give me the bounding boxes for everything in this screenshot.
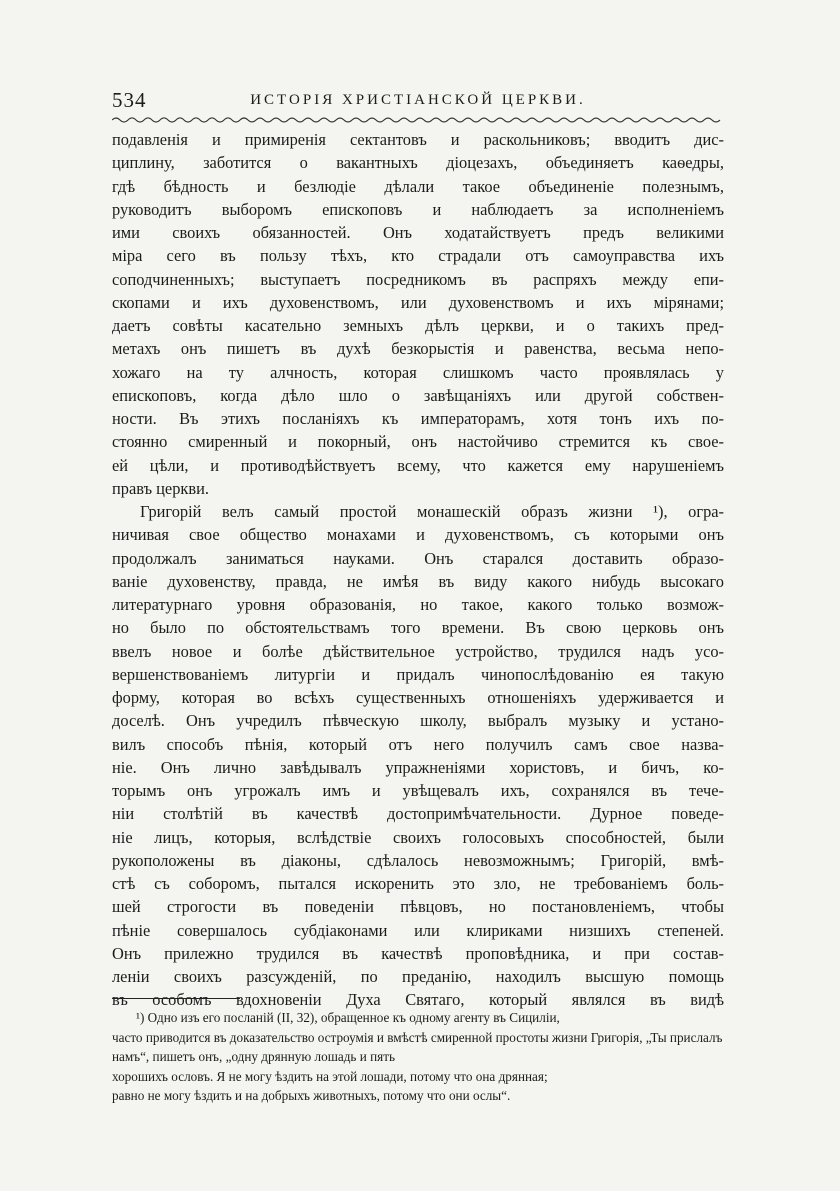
- text-line: метахъ онъ пишетъ въ духѣ безкорыстія и равенства, весьма непо-: [112, 339, 724, 359]
- text-line: ніе. Онъ лично завѣдывалъ упражненіями хористовъ, и бичъ, ко-: [112, 757, 724, 777]
- footnote-line: хорошихъ ословъ. Я не могу ѣздить на этой лошади, потому что она дрянная;: [112, 1068, 548, 1084]
- page-number: 534: [112, 88, 147, 112]
- text-line: ими своихъ обязанностей. Онъ ходатайствуетъ предъ великими: [112, 223, 724, 242]
- footnote-line: ¹) Одно изъ его посланій (II, 32), обращенное къ одному агенту въ Сициліи,: [136, 1010, 560, 1025]
- text-line: ничивая свое общество монахами и духовенствомъ, съ которыми онъ: [112, 525, 724, 545]
- text-line: вершенствованіемъ литургіи и придалъ чинопослѣдованію ея такую: [112, 664, 724, 684]
- text-line: Онъ прилежно трудился въ качествѣ проповѣдника, и при состав-: [112, 943, 724, 963]
- text-line: хожаго на ту алчность, которая слишкомъ часто проявлялась у: [112, 362, 724, 382]
- text-line: циплину, заботится о вакантныхъ діоцезахъ, объединяетъ каѳедры,: [112, 153, 724, 173]
- footnote-line: равно не могу ѣздить и на добрыхъ животныхъ, потому что они ослы“.: [112, 1088, 511, 1103]
- text-line: но было по обстоятельствамъ того времени. Въ свою церковь онъ: [112, 618, 724, 638]
- running-title: ИСТОРІЯ ХРИСТІАНСКОЙ ЦЕРКВИ.: [250, 92, 586, 108]
- text-line: подавленія и примиренія сектантовъ и раскольниковъ; вводитъ дис-: [112, 130, 724, 149]
- main-text: [112, 128, 724, 1012]
- text-line: въ особомъ вдохновеніи Духа Святаго, который являлся въ видѣ: [112, 990, 724, 1010]
- text-line: пѣніе совершалось субдіаконами или клириками низшихъ степеней.: [112, 920, 724, 940]
- text-line: соподчиненныхъ; выступаетъ посредникомъ въ распряхъ между епи-: [112, 269, 724, 289]
- text-line: ей цѣли, и противодѣйствуетъ всему, что кажется ему нарушеніемъ: [112, 455, 724, 475]
- text-line: литературнаго уровня образованія, но такое, какого только возмож-: [112, 595, 724, 614]
- text-line: ности. Въ этихъ посланіяхъ къ императорамъ, хотя тонъ ихъ по-: [112, 409, 724, 428]
- footnote-divider: [112, 998, 240, 999]
- text-line: скопами и ихъ духовенствомъ, или духовенствомъ и ихъ мірянами;: [112, 292, 724, 312]
- text-line: вилъ способъ пѣнія, который отъ него получилъ самъ свое назва-: [112, 734, 724, 754]
- footnote-line: часто приводится въ доказательство остроумія и вмѣстѣ смиренной простоты жизни Григорія, „Ты прислалъ намъ“, пишетъ онъ, „одну дрянную лошадь и пять: [112, 1029, 723, 1064]
- text-line-paragraph-end: правъ церкви.: [112, 478, 209, 498]
- text-line: стоянно смиренный и покорный, онъ настойчиво стремится къ свое-: [112, 432, 724, 452]
- text-line: продолжалъ заниматься науками. Онъ старался доставить образо-: [112, 548, 724, 568]
- text-line: ніе лицъ, которыя, вслѣдствіе своихъ голосовыхъ способностей, были: [112, 827, 724, 847]
- text-line: торымъ онъ угрожалъ имъ и увѣщевалъ ихъ, сохранялся въ тече-: [112, 781, 724, 800]
- text-line: стѣ съ соборомъ, пытался искоренить это зло, не требованіемъ боль-: [112, 874, 724, 893]
- text-line: ввелъ новое и болѣе дѣйствительное устройство, трудился надъ усо-: [112, 641, 724, 661]
- text-line: ваніе духовенству, правда, не имѣя въ виду какого нибудь высокаго: [112, 571, 724, 591]
- text-line-paragraph-start: Григорій велъ самый простой монашескій образъ жизни ¹), огра-: [140, 502, 724, 521]
- text-line: міра сего въ пользу тѣхъ, кто страдали отъ самоуправства ихъ: [112, 246, 724, 266]
- text-line: епископовъ, когда дѣло шло о завѣщаніяхъ или другой собствен-: [112, 385, 724, 405]
- text-line: гдѣ бѣдность и безлюдіе дѣлали такое объединеніе полезнымъ,: [112, 176, 724, 196]
- footnotes: [112, 1008, 724, 1106]
- text-line: даетъ совѣты касательно земныхъ дѣлъ церкви, и о такихъ пред-: [112, 316, 724, 335]
- text-line: доселѣ. Онъ учредилъ пѣвческую школу, выбралъ музыку и устано-: [112, 711, 724, 731]
- text-line: ніи столѣтій въ качествѣ достопримѣчательности. Дурное поведе-: [112, 804, 724, 824]
- text-line: шей строгости въ поведеніи пѣвцовъ, но постановленіемъ, чтобы: [112, 897, 724, 917]
- header-wavy-rule: [112, 116, 724, 124]
- page-header: [112, 88, 724, 116]
- text-line: леніи своихъ разсужденій, по преданію, находилъ высшую помощь: [112, 967, 724, 986]
- text-line: рукоположены въ діаконы, сдѣлалось невозможнымъ; Григорій, вмѣ-: [112, 850, 724, 870]
- text-line: форму, которая во всѣхъ существенныхъ отношеніяхъ удерживается и: [112, 688, 724, 707]
- text-line: руководитъ выборомъ епископовъ и наблюдаетъ за исполненіемъ: [112, 199, 724, 219]
